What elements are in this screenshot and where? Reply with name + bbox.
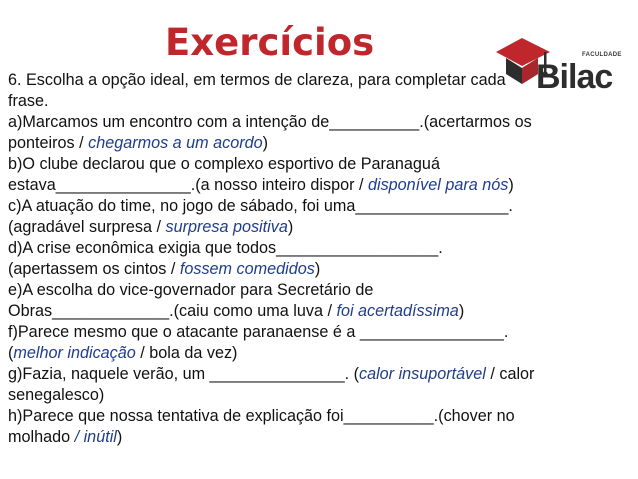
text-line xyxy=(8,427,608,448)
text-segment: (apertassem os cintos / xyxy=(8,260,180,278)
text-segment: ) xyxy=(458,302,465,320)
text-segment: 6. Escolha a opção ideal, em termos de clareza, para completar cada xyxy=(8,71,506,89)
text-segment: d)A crise econômica exigia que todos__________________. xyxy=(8,239,443,257)
text-segment: ) xyxy=(314,260,321,278)
text-segment: Obras_____________.(caiu como uma luva / xyxy=(8,302,337,320)
exercise-text xyxy=(8,70,608,448)
text-segment: senegalesco) xyxy=(8,386,105,404)
text-segment: c)A atuação do time, no jogo de sábado, foi uma_________________. xyxy=(8,197,513,215)
text-line xyxy=(8,112,608,133)
text-segment: h)Parece que nossa tentativa de explicação foi__________.(chover no xyxy=(8,407,515,425)
text-segment: / calor xyxy=(485,365,535,383)
text-segment: / bola da vez) xyxy=(135,344,238,362)
text-segment: g)Fazia, naquele verão, um _______________. ( xyxy=(8,365,359,383)
text-line xyxy=(8,385,608,406)
text-segment: ) xyxy=(116,428,123,446)
text-segment: ( xyxy=(8,344,14,362)
brand-name: Bilac xyxy=(536,58,613,96)
text-line xyxy=(8,406,608,427)
text-line xyxy=(8,217,608,238)
text-line xyxy=(8,343,608,364)
text-segment: ) xyxy=(508,176,514,194)
text-segment: estava_______________.(a nosso inteiro dispor / xyxy=(8,176,368,194)
text-line xyxy=(8,238,608,259)
text-line xyxy=(8,154,608,175)
answer-option-highlight: foi acertadíssima xyxy=(336,302,459,320)
text-segment: ) xyxy=(287,218,294,236)
answer-option-highlight: chegarmos a um acordo xyxy=(88,134,263,152)
answer-option-highlight: calor insuportável xyxy=(358,365,486,383)
text-line xyxy=(8,259,608,280)
answer-option-highlight: disponível para nós xyxy=(367,176,509,194)
faculty-label: FACULDADE xyxy=(582,52,622,58)
text-segment: e)A escolha do vice-governador para Secretário de xyxy=(8,281,374,299)
text-line xyxy=(8,280,608,301)
answer-option-highlight: surpresa positiva xyxy=(165,218,288,236)
answer-option-highlight: melhor indicação xyxy=(13,344,136,362)
text-line xyxy=(8,301,608,322)
text-segment: (agradável surpresa / xyxy=(8,218,166,236)
text-line xyxy=(8,364,608,385)
answer-option-highlight: / inútil xyxy=(74,428,117,446)
text-line xyxy=(8,196,608,217)
page-title: Exercícios xyxy=(165,21,375,64)
text-line xyxy=(8,70,608,91)
text-line xyxy=(8,91,608,112)
text-line xyxy=(8,322,608,343)
text-line xyxy=(8,133,608,154)
text-segment: f)Parece mesmo que o atacante paranaense é a ________________. xyxy=(8,323,509,341)
text-segment: ) xyxy=(262,134,269,152)
text-segment: frase. xyxy=(8,92,49,110)
answer-option-highlight: fossem comedidos xyxy=(179,260,315,278)
text-line xyxy=(8,175,608,196)
text-segment: molhado xyxy=(8,428,75,446)
text-segment: a)Marcamos um encontro com a intenção de__________.(acertarmos os xyxy=(8,113,532,131)
text-segment: b)O clube declarou que o complexo esportivo de Paranaguá xyxy=(8,155,440,173)
text-segment: ponteiros / xyxy=(8,134,89,152)
